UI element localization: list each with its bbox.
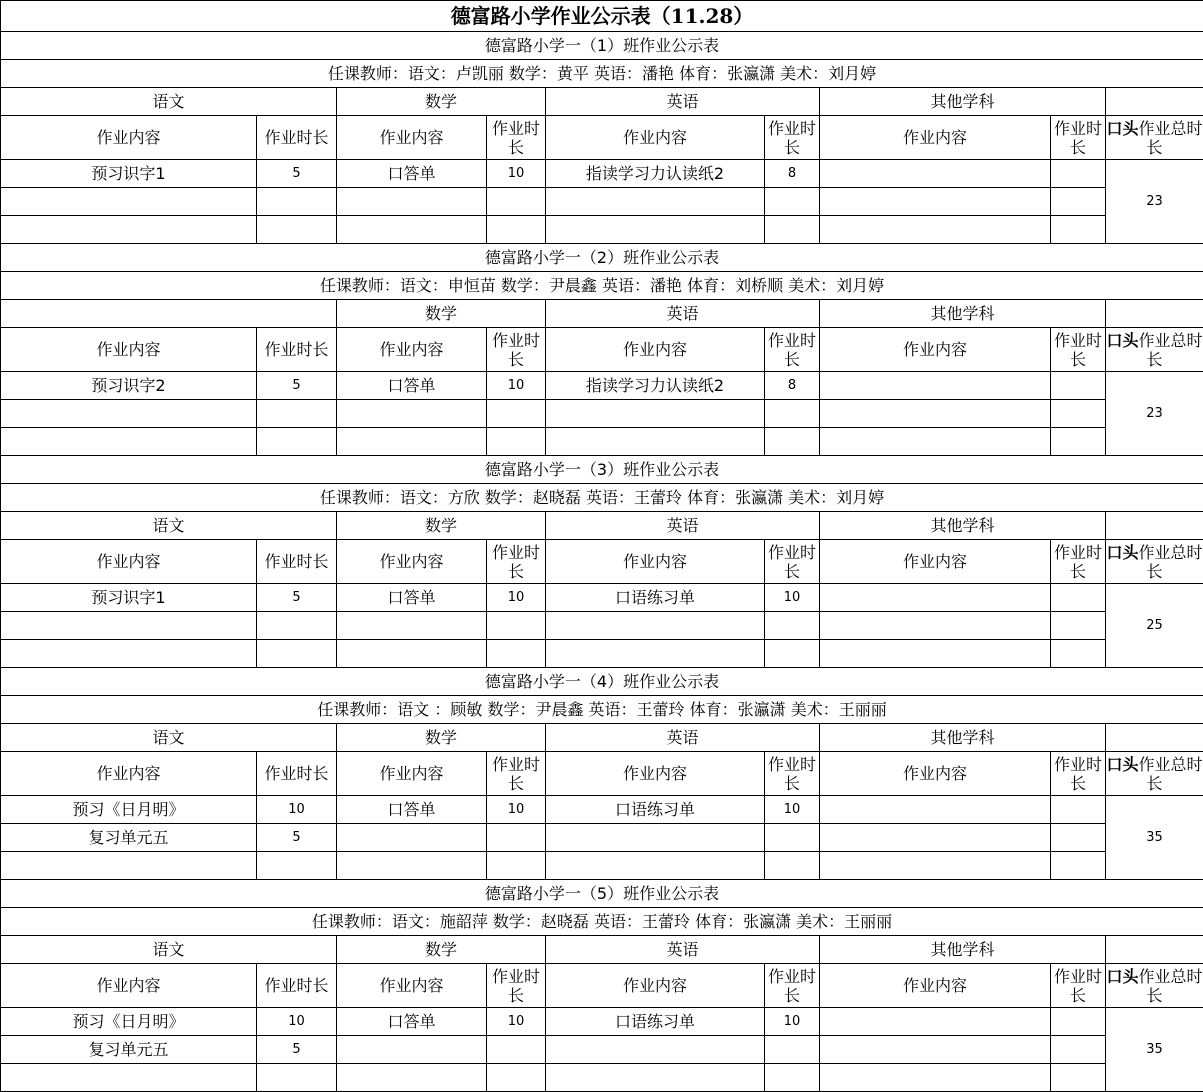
other-duration: [1051, 612, 1106, 640]
other-duration: [1051, 216, 1106, 244]
other-task: [820, 796, 1051, 824]
column-header-oral-total: 口头作业总时长: [1106, 328, 1203, 372]
other-duration: [1051, 584, 1106, 612]
column-header-content: 作业内容: [337, 116, 487, 160]
math-task: 口答单: [337, 1008, 487, 1036]
column-header-duration: 作业时长: [257, 328, 337, 372]
chinese-duration: 5: [257, 1036, 337, 1064]
page-title: 德富路小学作业公示表（11.28）: [1, 1, 1203, 32]
math-task: 口答单: [337, 584, 487, 612]
table-row: [1, 1008, 1203, 1036]
english-duration: [765, 428, 820, 456]
chinese-duration: [257, 188, 337, 216]
table-row: [1, 400, 1203, 428]
column-header-duration: 作业时长: [487, 752, 546, 796]
table-row: [1, 1064, 1203, 1092]
math-task: 口答单: [337, 796, 487, 824]
english-duration: [765, 400, 820, 428]
other-task: [820, 640, 1051, 668]
math-task: [337, 640, 487, 668]
class-title: 德富路小学一（5）班作业公示表: [1, 880, 1203, 908]
english-task: 指读学习力认读纸2: [546, 160, 765, 188]
column-header-content: 作业内容: [1, 116, 257, 160]
column-header-content: 作业内容: [546, 116, 765, 160]
column-header-content: 作业内容: [337, 540, 487, 584]
english-duration: [765, 188, 820, 216]
subject-header-english: 英语: [546, 724, 820, 752]
english-task: [546, 1036, 765, 1064]
column-header-content: 作业内容: [820, 328, 1051, 372]
math-duration: [487, 612, 546, 640]
class-title: 德富路小学一（1）班作业公示表: [1, 32, 1203, 60]
math-duration: [487, 1036, 546, 1064]
column-header-duration: 作业时长: [257, 540, 337, 584]
english-duration: [765, 1036, 820, 1064]
subject-header-blank: [1106, 724, 1203, 752]
chinese-task: 复习单元五: [1, 824, 257, 852]
other-task: [820, 612, 1051, 640]
subject-header-chinese: 语文: [1, 88, 337, 116]
column-header-duration: 作业时长: [487, 540, 546, 584]
english-task: [546, 400, 765, 428]
english-duration: 8: [765, 372, 820, 400]
column-header-oral-total: 口头作业总时长: [1106, 964, 1203, 1008]
math-duration: 10: [487, 160, 546, 188]
column-header-duration: 作业时长: [257, 964, 337, 1008]
column-header-oral-total: 口头作业总时长: [1106, 540, 1203, 584]
other-task: [820, 160, 1051, 188]
math-task: [337, 824, 487, 852]
subject-header-math: 数学: [337, 300, 546, 328]
chinese-task: [1, 612, 257, 640]
english-duration: 8: [765, 160, 820, 188]
math-duration: [487, 428, 546, 456]
other-duration: [1051, 1036, 1106, 1064]
table-row: [1, 372, 1203, 400]
subject-header-blank: [1106, 300, 1203, 328]
chinese-duration: [257, 640, 337, 668]
column-header-oral-total: 口头作业总时长: [1106, 116, 1203, 160]
other-duration: [1051, 796, 1106, 824]
column-header-content: 作业内容: [820, 116, 1051, 160]
subject-header-english: 英语: [546, 300, 820, 328]
subject-header-english: 英语: [546, 512, 820, 540]
other-duration: [1051, 640, 1106, 668]
english-task: 口语练习单: [546, 1008, 765, 1036]
subject-header-chinese: [1, 300, 337, 328]
column-header-duration: 作业时长: [487, 116, 546, 160]
math-duration: [487, 188, 546, 216]
teacher-list: 任课教师：语文：申恒苗 数学：尹晨鑫 英语：潘艳 体育：刘桥顺 美术：刘月婷: [1, 272, 1203, 300]
subject-header-blank: [1106, 88, 1203, 116]
math-task: [337, 612, 487, 640]
column-header-duration: 作业时长: [487, 964, 546, 1008]
math-task: [337, 1036, 487, 1064]
column-header-duration: 作业时长: [765, 540, 820, 584]
english-task: [546, 852, 765, 880]
chinese-duration: [257, 1064, 337, 1092]
subject-header-chinese: 语文: [1, 512, 337, 540]
other-task: [820, 428, 1051, 456]
chinese-duration: 10: [257, 796, 337, 824]
subject-header-english: 英语: [546, 936, 820, 964]
english-duration: [765, 824, 820, 852]
column-header-content: 作业内容: [1, 540, 257, 584]
english-duration: [765, 1064, 820, 1092]
other-task: [820, 824, 1051, 852]
table-row: [1, 796, 1203, 824]
other-task: [820, 188, 1051, 216]
other-task: [820, 216, 1051, 244]
teacher-list: 任课教师：语文：方欣 数学：赵晓磊 英语：王蕾玲 体育：张瀛潇 美术：刘月婷: [1, 484, 1203, 512]
subject-header-chinese: 语文: [1, 724, 337, 752]
other-task: [820, 1064, 1051, 1092]
subject-header-math: 数学: [337, 88, 546, 116]
total-duration: 23: [1106, 160, 1203, 244]
math-task: [337, 1064, 487, 1092]
chinese-duration: 5: [257, 824, 337, 852]
chinese-task: [1, 400, 257, 428]
english-task: [546, 428, 765, 456]
column-header-content: 作业内容: [1, 752, 257, 796]
column-header-duration: 作业时长: [1051, 964, 1106, 1008]
subject-header-other: 其他学科: [820, 88, 1106, 116]
column-header-content: 作业内容: [337, 328, 487, 372]
other-duration: [1051, 1064, 1106, 1092]
english-task: 指读学习力认读纸2: [546, 372, 765, 400]
subject-header-math: 数学: [337, 936, 546, 964]
table-row: [1, 584, 1203, 612]
chinese-duration: [257, 216, 337, 244]
column-header-oral-total: 口头作业总时长: [1106, 752, 1203, 796]
column-header-duration: 作业时长: [257, 752, 337, 796]
math-task: 口答单: [337, 372, 487, 400]
subject-header-blank: [1106, 936, 1203, 964]
column-header-duration: 作业时长: [1051, 752, 1106, 796]
subject-header-english: 英语: [546, 88, 820, 116]
english-task: [546, 612, 765, 640]
column-header-duration: 作业时长: [257, 116, 337, 160]
column-header-duration: 作业时长: [1051, 328, 1106, 372]
math-duration: 10: [487, 1008, 546, 1036]
english-task: [546, 188, 765, 216]
other-task: [820, 1036, 1051, 1064]
other-duration: [1051, 428, 1106, 456]
table-row: [1, 852, 1203, 880]
total-duration: 35: [1106, 1008, 1203, 1092]
subject-header-math: 数学: [337, 512, 546, 540]
subject-header-blank: [1106, 512, 1203, 540]
class-title: 德富路小学一（3）班作业公示表: [1, 456, 1203, 484]
math-duration: [487, 400, 546, 428]
chinese-duration: 10: [257, 1008, 337, 1036]
other-task: [820, 584, 1051, 612]
column-header-duration: 作业时长: [765, 752, 820, 796]
column-header-content: 作业内容: [546, 752, 765, 796]
english-duration: [765, 612, 820, 640]
math-task: [337, 188, 487, 216]
chinese-task: 预习识字1: [1, 160, 257, 188]
other-duration: [1051, 824, 1106, 852]
total-duration: 25: [1106, 584, 1203, 668]
column-header-duration: 作业时长: [765, 964, 820, 1008]
chinese-task: 复习单元五: [1, 1036, 257, 1064]
other-task: [820, 1008, 1051, 1036]
table-row: [1, 160, 1203, 188]
chinese-task: [1, 852, 257, 880]
subject-header-chinese: 语文: [1, 936, 337, 964]
column-header-content: 作业内容: [820, 964, 1051, 1008]
teacher-list: 任课教师：语文：卢凯丽 数学：黄平 英语：潘艳 体育：张瀛潇 美术：刘月婷: [1, 60, 1203, 88]
chinese-duration: 5: [257, 160, 337, 188]
math-task: 口答单: [337, 160, 487, 188]
english-task: 口语练习单: [546, 796, 765, 824]
chinese-task: [1, 1064, 257, 1092]
english-duration: [765, 216, 820, 244]
total-duration: 35: [1106, 796, 1203, 880]
chinese-duration: 5: [257, 584, 337, 612]
other-duration: [1051, 400, 1106, 428]
other-task: [820, 372, 1051, 400]
other-duration: [1051, 1008, 1106, 1036]
english-task: [546, 640, 765, 668]
chinese-task: [1, 428, 257, 456]
subject-header-other: 其他学科: [820, 936, 1106, 964]
math-duration: 10: [487, 796, 546, 824]
chinese-duration: [257, 612, 337, 640]
chinese-task: 预习《日月明》: [1, 1008, 257, 1036]
table-row: [1, 612, 1203, 640]
table-row: [1, 216, 1203, 244]
column-header-duration: 作业时长: [1051, 540, 1106, 584]
math-duration: [487, 824, 546, 852]
subject-header-other: 其他学科: [820, 512, 1106, 540]
math-duration: 10: [487, 372, 546, 400]
chinese-duration: [257, 428, 337, 456]
table-row: [1, 824, 1203, 852]
other-duration: [1051, 188, 1106, 216]
chinese-task: [1, 216, 257, 244]
math-task: [337, 216, 487, 244]
english-task: 口语练习单: [546, 584, 765, 612]
column-header-duration: 作业时长: [487, 328, 546, 372]
class-title: 德富路小学一（4）班作业公示表: [1, 668, 1203, 696]
column-header-content: 作业内容: [337, 752, 487, 796]
math-duration: 10: [487, 584, 546, 612]
english-duration: 10: [765, 584, 820, 612]
table-row: [1, 1036, 1203, 1064]
math-duration: [487, 216, 546, 244]
other-duration: [1051, 852, 1106, 880]
column-header-content: 作业内容: [820, 752, 1051, 796]
subject-header-math: 数学: [337, 724, 546, 752]
math-duration: [487, 852, 546, 880]
column-header-content: 作业内容: [820, 540, 1051, 584]
math-task: [337, 400, 487, 428]
total-duration: 23: [1106, 372, 1203, 456]
chinese-task: [1, 188, 257, 216]
math-task: [337, 852, 487, 880]
column-header-content: 作业内容: [546, 964, 765, 1008]
other-task: [820, 400, 1051, 428]
column-header-duration: 作业时长: [765, 116, 820, 160]
table-row: [1, 640, 1203, 668]
teacher-list: 任课教师：语文 ：顾敏 数学：尹晨鑫 英语：王蕾玲 体育：张瀛潇 美术：王丽丽: [1, 696, 1203, 724]
column-header-content: 作业内容: [1, 964, 257, 1008]
column-header-content: 作业内容: [337, 964, 487, 1008]
column-header-content: 作业内容: [546, 328, 765, 372]
column-header-duration: 作业时长: [765, 328, 820, 372]
math-task: [337, 428, 487, 456]
teacher-list: 任课教师：语文：施韶萍 数学：赵晓磊 英语：王蕾玲 体育：张瀛潇 美术：王丽丽: [1, 908, 1203, 936]
class-title: 德富路小学一（2）班作业公示表: [1, 244, 1203, 272]
chinese-task: [1, 640, 257, 668]
subject-header-other: 其他学科: [820, 300, 1106, 328]
other-task: [820, 852, 1051, 880]
chinese-task: 预习识字2: [1, 372, 257, 400]
english-duration: 10: [765, 796, 820, 824]
english-duration: 10: [765, 1008, 820, 1036]
table-row: [1, 188, 1203, 216]
column-header-content: 作业内容: [546, 540, 765, 584]
english-duration: [765, 852, 820, 880]
english-task: [546, 216, 765, 244]
chinese-task: 预习识字1: [1, 584, 257, 612]
english-task: [546, 1064, 765, 1092]
subject-header-other: 其他学科: [820, 724, 1106, 752]
column-header-duration: 作业时长: [1051, 116, 1106, 160]
english-duration: [765, 640, 820, 668]
other-duration: [1051, 372, 1106, 400]
other-duration: [1051, 160, 1106, 188]
english-task: [546, 824, 765, 852]
table-row: [1, 428, 1203, 456]
chinese-duration: [257, 400, 337, 428]
column-header-content: 作业内容: [1, 328, 257, 372]
chinese-task: 预习《日月明》: [1, 796, 257, 824]
math-duration: [487, 1064, 546, 1092]
chinese-duration: [257, 852, 337, 880]
chinese-duration: 5: [257, 372, 337, 400]
math-duration: [487, 640, 546, 668]
